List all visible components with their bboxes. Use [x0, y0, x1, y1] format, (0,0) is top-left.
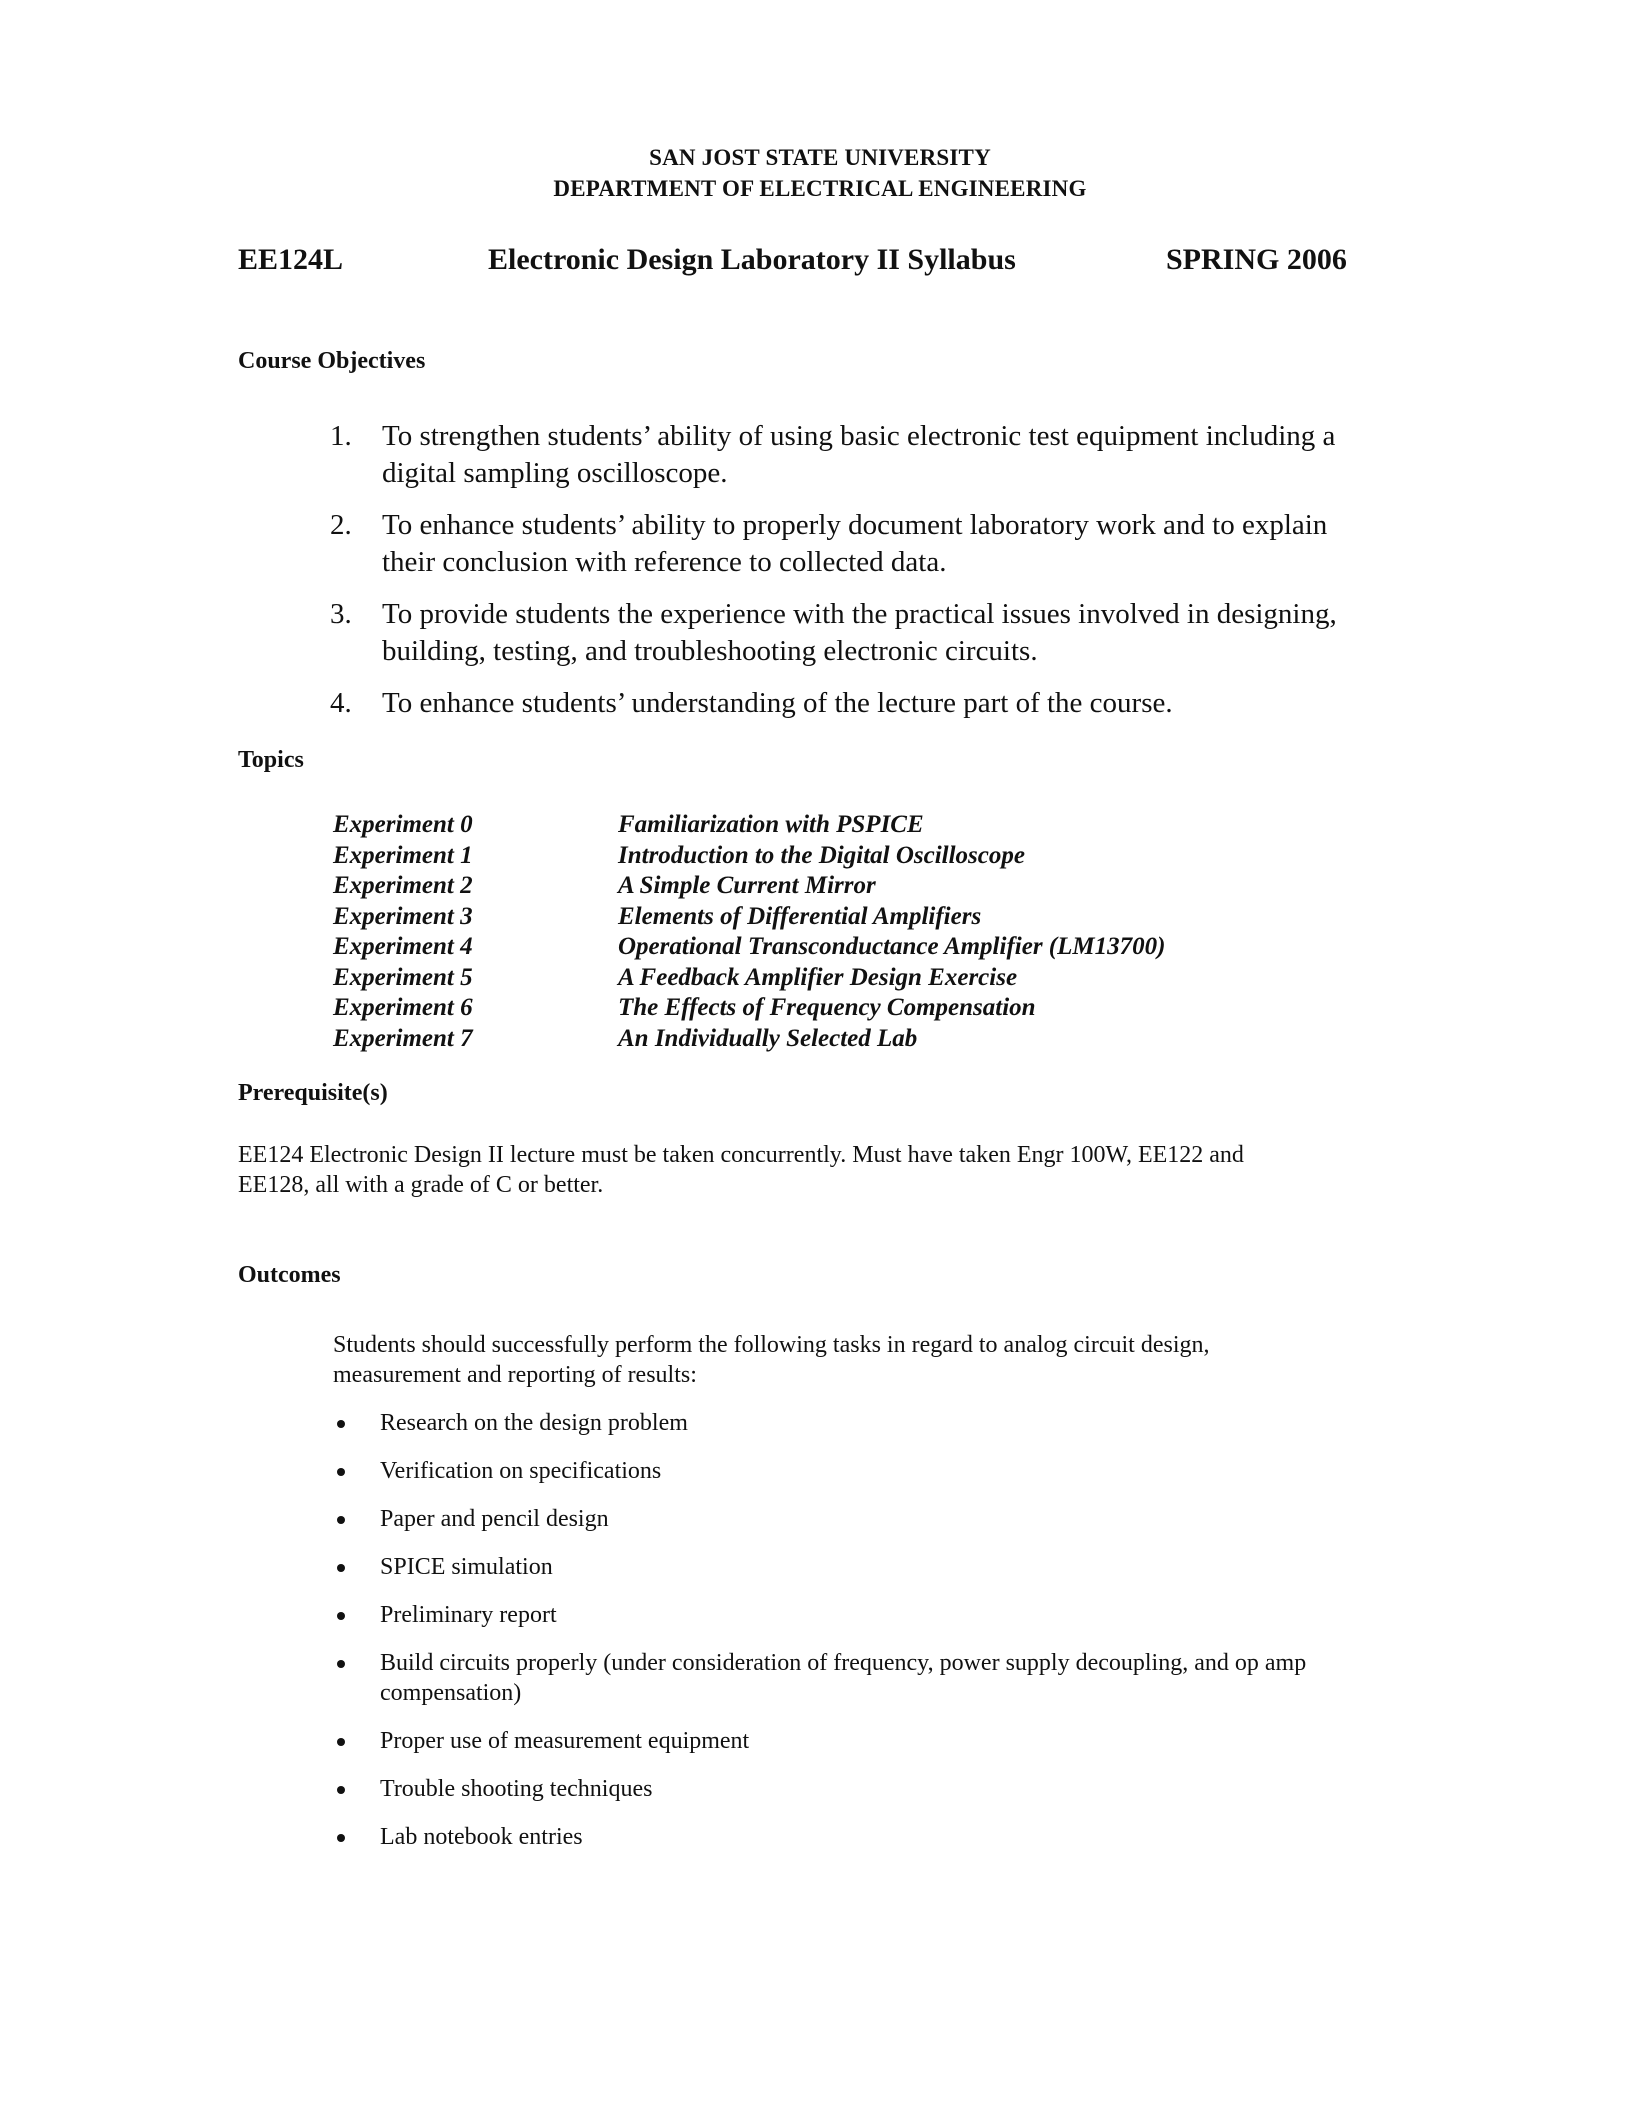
- outcome-item: [333, 1456, 1423, 1486]
- objective-number: 1.: [330, 420, 352, 452]
- objective-number: 3.: [330, 598, 352, 630]
- experiment-title: Operational Transconductance Amplifier (LM13700): [618, 933, 1166, 960]
- department-name: DEPARTMENT OF ELECTRICAL ENGINEERING: [553, 176, 1087, 201]
- experiment-title: A Simple Current Mirror: [618, 872, 876, 899]
- objective-item: [330, 685, 1370, 722]
- experiment-label: Experiment 7: [333, 1024, 473, 1052]
- outcome-item: [333, 1408, 1423, 1438]
- experiment-label: Experiment 2: [333, 872, 473, 899]
- term: SPRING 2006: [1166, 243, 1347, 276]
- outcome-text: Build circuits properly (under consideration of frequency, power supply decoupling, and op amp compensation): [380, 1650, 1307, 1706]
- experiment-label: Experiment 6: [333, 994, 473, 1021]
- experiment-title: Introduction to the Digital Oscilloscope: [618, 841, 1025, 869]
- bullet-icon: [337, 1834, 345, 1842]
- bullet-icon: [337, 1612, 345, 1620]
- experiment-title: The Effects of Frequency Compensation: [618, 994, 1036, 1021]
- experiment-title: An Individually Selected Lab: [618, 1024, 918, 1052]
- experiment-title: Familiarization with PSPICE: [618, 811, 924, 838]
- prerequisites-line: EE128, all with a grade of C or better.: [238, 1172, 604, 1198]
- objective-item: [330, 596, 1370, 670]
- objective-text: To provide students the experience with the practical issues involved in designing, building, testing, and troubleshooting electronic circuits.: [382, 598, 1337, 667]
- topics-heading: Topics: [238, 747, 304, 773]
- course-code: EE124L: [238, 243, 344, 276]
- bullet-icon: [337, 1738, 345, 1746]
- objectives-list: [330, 418, 1370, 737]
- objective-text: To enhance students’ understanding of the lecture part of the course.: [382, 687, 1173, 719]
- bullet-icon: [337, 1786, 345, 1794]
- outcome-item: [333, 1600, 1423, 1630]
- university-name: SAN JOST STATE UNIVERSITY: [649, 145, 991, 170]
- bullet-icon: [337, 1516, 345, 1524]
- outcome-text: SPICE simulation: [380, 1554, 553, 1580]
- outcome-item: [333, 1822, 1423, 1852]
- objective-text: To enhance students’ ability to properly document laboratory work and to explain their conclusion with reference to collected data.: [382, 509, 1328, 578]
- objective-item: [330, 507, 1370, 581]
- bullet-icon: [337, 1660, 345, 1668]
- prerequisites-text: [238, 1140, 1244, 1200]
- outcomes-intro-line: Students should successfully perform the following tasks in regard to analog circuit design,: [333, 1332, 1210, 1358]
- bullet-icon: [337, 1564, 345, 1572]
- objective-text: To strengthen students’ ability of using basic electronic test equipment including a digital sampling oscilloscope.: [382, 420, 1336, 489]
- outcomes-heading: Outcomes: [238, 1262, 341, 1288]
- objective-number: 2.: [330, 509, 352, 541]
- outcome-item: [333, 1774, 1423, 1804]
- objective-number: 4.: [330, 687, 352, 719]
- title-row: [0, 243, 1640, 283]
- experiment-label: Experiment 4: [333, 933, 473, 960]
- outcome-text: Lab notebook entries: [380, 1824, 583, 1850]
- outcome-text: Verification on specifications: [380, 1458, 662, 1484]
- experiment-title: Elements of Differential Amplifiers: [618, 902, 982, 930]
- outcomes-list: [333, 1408, 1423, 1870]
- experiment-label: Experiment 1: [333, 841, 473, 869]
- outcome-text: Research on the design problem: [380, 1410, 688, 1436]
- outcome-text: Trouble shooting techniques: [380, 1776, 653, 1802]
- outcome-item: [333, 1726, 1423, 1756]
- outcome-item: [333, 1504, 1423, 1534]
- bullet-icon: [337, 1420, 345, 1428]
- prerequisites-line: EE124 Electronic Design II lecture must be taken concurrently. Must have taken Engr 100W, EE122 and: [238, 1142, 1244, 1168]
- outcome-item: [333, 1552, 1423, 1582]
- objectives-heading: Course Objectives: [238, 348, 426, 374]
- objective-item: [330, 418, 1370, 492]
- outcome-text: Paper and pencil design: [380, 1506, 609, 1532]
- experiment-label: Experiment 5: [333, 963, 473, 991]
- experiment-label: Experiment 3: [333, 902, 473, 930]
- outcome-text: Proper use of measurement equipment: [380, 1728, 750, 1754]
- outcome-item: [333, 1648, 1423, 1708]
- bullet-icon: [337, 1468, 345, 1476]
- outcomes-intro: [333, 1330, 1210, 1390]
- prerequisites-heading: Prerequisite(s): [238, 1080, 388, 1106]
- course-title: Electronic Design Laboratory II Syllabus: [488, 243, 1016, 276]
- outcome-text: Preliminary report: [380, 1602, 557, 1628]
- outcomes-intro-line: measurement and reporting of results:: [333, 1362, 697, 1388]
- experiment-label: Experiment 0: [333, 811, 473, 838]
- experiment-title: A Feedback Amplifier Design Exercise: [618, 963, 1018, 991]
